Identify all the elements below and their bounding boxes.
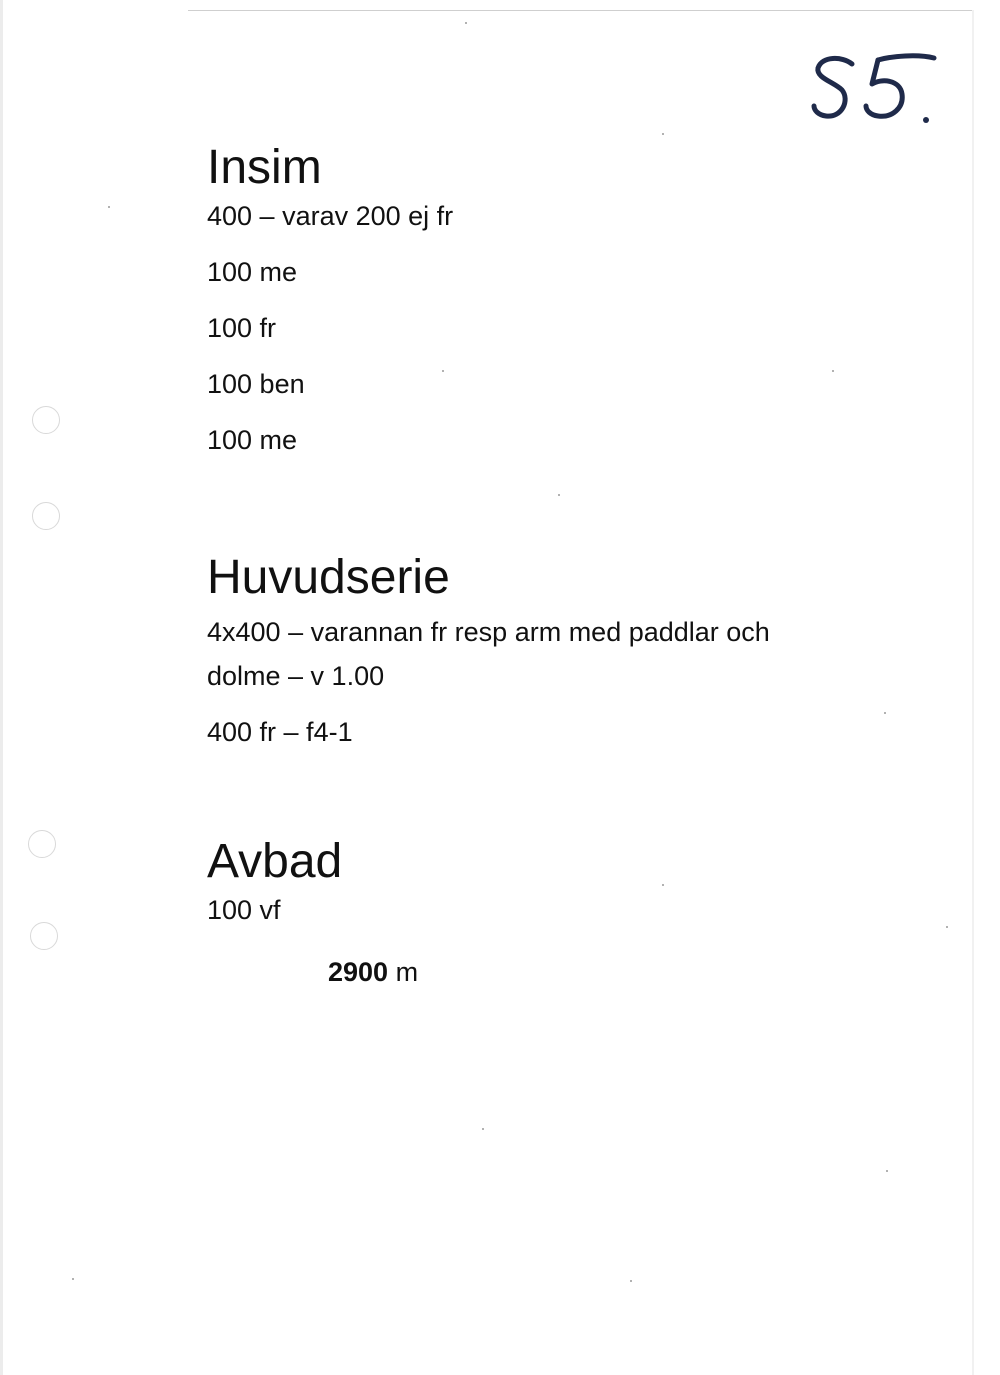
- scan-speck: [72, 1278, 74, 1280]
- scan-speck: [832, 370, 834, 372]
- scan-speck: [886, 1170, 888, 1172]
- section-avbad: [207, 834, 342, 926]
- scan-speck: [662, 884, 664, 886]
- scan-speck: [662, 133, 664, 135]
- section-heading: Huvudserie: [207, 551, 450, 604]
- section-huvudserie: [207, 550, 770, 748]
- section-insim: [207, 140, 453, 456]
- page-top-edge: [188, 10, 972, 11]
- punch-hole: [32, 406, 60, 434]
- punch-hole: [32, 502, 60, 530]
- section-heading: Avbad: [207, 835, 343, 888]
- workout-line: dolme – v 1.00: [207, 661, 385, 691]
- workout-line: 100 ben: [207, 369, 305, 399]
- total-value: 2900: [328, 957, 389, 987]
- punch-hole: [30, 922, 58, 950]
- scan-speck: [630, 1280, 632, 1282]
- scan-left-edge: [0, 0, 3, 1375]
- workout-line: 100 vf: [207, 895, 281, 925]
- workout-line: 4x400 – varannan fr resp arm med paddlar och: [207, 617, 770, 647]
- scan-speck: [946, 926, 948, 928]
- workout-line: 100 me: [207, 257, 298, 287]
- handwritten-page-number: [808, 42, 948, 132]
- workout-line: 400 fr – f4-1: [207, 717, 353, 747]
- scan-speck: [482, 1128, 484, 1130]
- scan-speck: [465, 22, 467, 24]
- workout-line: 100 fr: [207, 313, 277, 343]
- page-right-edge: [972, 10, 974, 1375]
- total-unit: m: [395, 957, 419, 987]
- scan-speck: [108, 206, 110, 208]
- scan-speck: [884, 712, 886, 714]
- total-distance: [328, 956, 418, 988]
- scan-speck: [558, 494, 560, 496]
- workout-line: 100 me: [207, 425, 298, 455]
- punch-hole: [28, 830, 56, 858]
- section-heading: Insim: [207, 141, 322, 194]
- workout-line: 400 – varav 200 ej fr: [207, 201, 454, 231]
